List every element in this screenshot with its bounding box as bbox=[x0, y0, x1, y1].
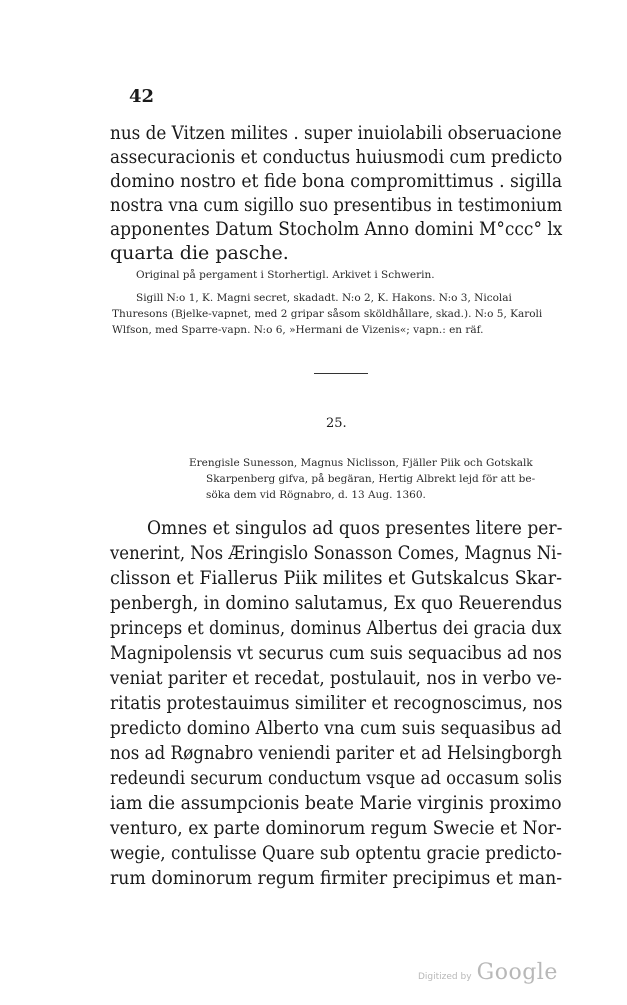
text-line: wegie, contulisse Quare sub optentu gracie predicto- bbox=[110, 842, 562, 864]
seal-note-line: Thuresons (Bjelke-vapnet, med 2 gripar såsom sköldhållare, skad.). N:o 5, Karoli bbox=[112, 308, 543, 320]
seal-note-line: Wlfson, med Sparre-vapn. N:o 6, »Hermani de Vizenis«; vapn.: en räf. bbox=[112, 324, 484, 336]
summary-line: Skarpenberg gifva, på begäran, Hertig Albrekt lejd för att be- bbox=[206, 473, 536, 485]
text-line: venturo, ex parte dominorum regum Swecie et Nor- bbox=[110, 817, 562, 839]
text-line: assecuracionis et conductus huiusmodi cum predicto bbox=[110, 146, 563, 168]
text-line: clisson et Fiallerus Piik milites et Gutskalcus Skar- bbox=[110, 567, 563, 589]
text-line: iam die assumpcionis beate Marie virginis proximo bbox=[110, 792, 562, 814]
page-number: 42 bbox=[129, 86, 155, 107]
text-line: venerint, Nos Æringislo Sonasson Comes, Magnus Ni- bbox=[110, 542, 563, 564]
text-line: domino nostro et fide bona compromittimus . sigilla bbox=[110, 170, 563, 192]
summary-line: söka dem vid Rögnabro, d. 13 Aug. 1360. bbox=[206, 489, 426, 501]
text-line: princeps et dominus, dominus Albertus dei gracia dux bbox=[110, 617, 562, 639]
text-line: Omnes et singulos ad quos presentes litere per- bbox=[147, 517, 563, 539]
text-line: nostra vna cum sigillo suo presentibus in testimonium bbox=[110, 194, 563, 216]
google-watermark bbox=[418, 960, 558, 985]
original-note: Original på pergament i Storhertigl. Arkivet i Schwerin. bbox=[136, 269, 435, 281]
charter-number: 25. bbox=[326, 416, 347, 431]
watermark-prefix: Digitized by bbox=[418, 972, 472, 982]
text-line: apponentes Datum Stocholm Anno domini M°ccc° lx bbox=[110, 218, 563, 240]
summary-line: Erengisle Sunesson, Magnus Niclisson, Fjäller Piik och Gotskalk bbox=[189, 457, 533, 469]
text-line: veniat pariter et recedat, postulauit, nos in verbo ve- bbox=[110, 667, 562, 689]
text-line: quarta die pasche. bbox=[110, 242, 289, 264]
section-separator bbox=[314, 373, 368, 374]
text-line: nus de Vitzen milites . super inuiolabili obseruacione bbox=[110, 122, 562, 144]
text-line: Magnipolensis vt securus cum suis sequacibus ad nos bbox=[110, 642, 562, 664]
text-line: predicto domino Alberto vna cum suis sequasibus ad bbox=[110, 717, 562, 739]
seal-note-line: Sigill N:o 1, K. Magni secret, skadadt. N:o 2, K. Hakons. N:o 3, Nicolai bbox=[136, 292, 512, 304]
text-line: nos ad Røgnabro veniendi pariter et ad Helsingborgh bbox=[110, 742, 562, 764]
google-logo: Google bbox=[476, 960, 558, 985]
text-line: rum dominorum regum firmiter precipimus et man- bbox=[110, 867, 563, 889]
text-line: redeundi securum conductum vsque ad occasum solis bbox=[110, 767, 562, 789]
text-line: ritatis protestauimus similiter et recognoscimus, nos bbox=[110, 692, 563, 714]
text-line: penbergh, in domino salutamus, Ex quo Reuerendus bbox=[110, 592, 563, 614]
